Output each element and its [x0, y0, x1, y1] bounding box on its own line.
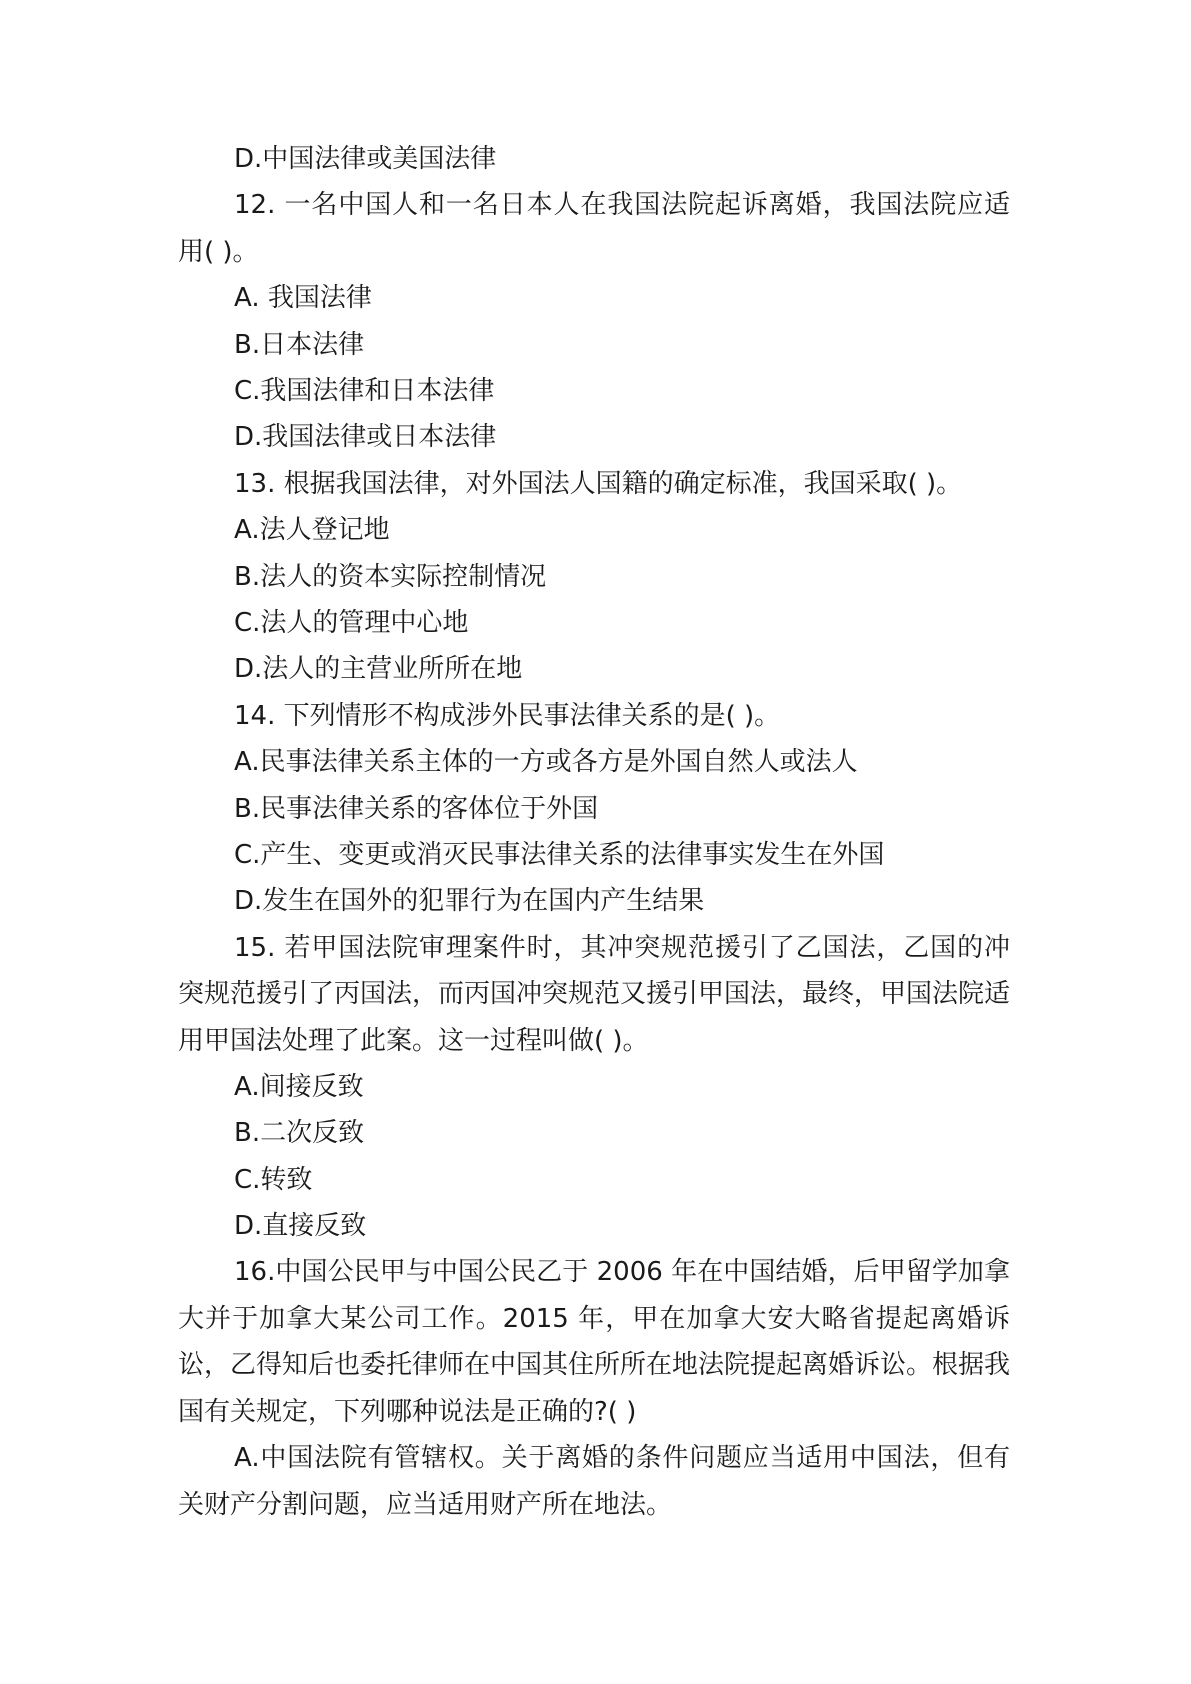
option-q14-b: B.民事法律关系的客体位于外国: [234, 793, 599, 824]
option-q16-a: A.中国法院有管辖权。关于离婚的条件问题应当适用中国法，但有关财产分割问题，应当适用财产所在地法。: [178, 1443, 1010, 1520]
option-q13-d: D.法人的主营业所所在地: [234, 654, 523, 685]
option-q12-c: C.我国法律和日本法律: [234, 375, 495, 406]
question-12-stem: 12. 一名中国人和一名日本人在我国法院起诉离婚，我国法院应适用( )。: [178, 190, 1010, 267]
option-q15-c: C.转致: [234, 1164, 313, 1195]
document-body: [178, 136, 1010, 1528]
option-q14-c: C.产生、变更或消灭民事法律关系的法律事实发生在外国: [234, 839, 885, 870]
question-14-stem: 14. 下列情形不构成涉外民事法律关系的是( )。: [234, 700, 781, 731]
option-q13-a: A.法人登记地: [234, 515, 390, 546]
option-q15-a: A.间接反致: [234, 1071, 364, 1102]
option-q13-c: C.法人的管理中心地: [234, 607, 469, 638]
option-q15-b: B.二次反致: [234, 1118, 365, 1149]
option-q15-d: D.直接反致: [234, 1211, 367, 1242]
question-16-stem: 16.中国公民甲与中国公民乙于 2006 年在中国结婚，后甲留学加拿大并于加拿大某公司工作。2015 年，甲在加拿大安大略省提起离婚诉讼，乙得知后也委托律师在中国其住所所在地法院提起离婚诉讼。根据我国有关规定，下列哪种说法是正确的?( ): [178, 1257, 1011, 1427]
option-q12-b: B.日本法律: [234, 329, 365, 360]
option-q11-d: D.中国法律或美国法律: [234, 144, 497, 174]
option-q14-a: A.民事法律关系主体的一方或各方是外国自然人或法人: [234, 747, 858, 778]
option-q14-d: D.发生在国外的犯罪行为在国内产生结果: [234, 886, 705, 917]
question-13-stem: 13. 根据我国法律，对外国法人国籍的确定标准，我国采取( )。: [234, 468, 963, 499]
option-q12-d: D.我国法律或日本法律: [234, 422, 497, 453]
option-q13-b: B.法人的资本实际控制情况: [234, 561, 547, 592]
option-q12-a: A. 我国法律: [234, 283, 372, 314]
question-15-stem: 15. 若甲国法院审理案件时，其冲突规范援引了乙国法，乙国的冲突规范援引了丙国法，而丙国冲突规范又援引甲国法，最终，甲国法院适用甲国法处理了此案。这一过程叫做( )。: [178, 932, 1011, 1056]
